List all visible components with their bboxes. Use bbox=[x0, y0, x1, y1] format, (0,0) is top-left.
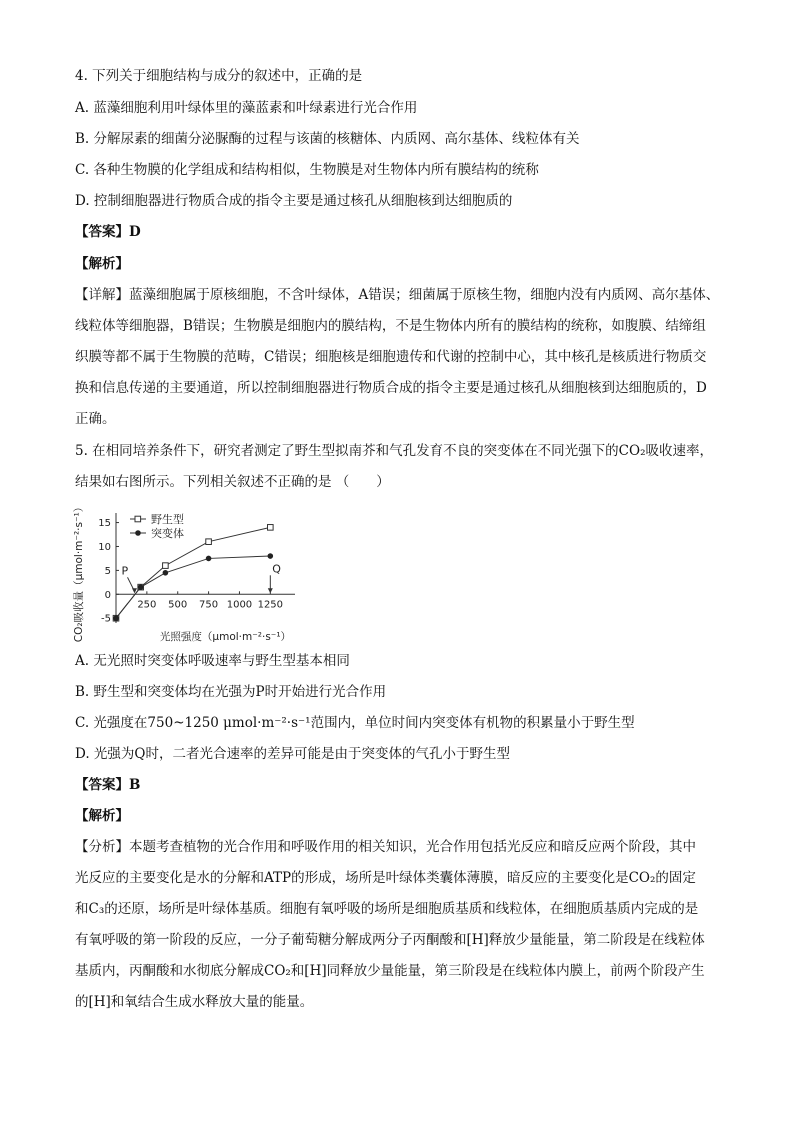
q4-option-b: B. 分解尿素的细菌分泌脲酶的过程与该菌的核糖体、内质网、高尔基体、线粒体有关 bbox=[75, 131, 580, 147]
annotation-arrowhead bbox=[268, 588, 273, 593]
co2-uptake-chart bbox=[70, 505, 310, 645]
q5-option-c: C. 光强度在750~1250 μmol·m⁻²·s⁻¹范围内，单位时间内突变体有机物的积累量小于野生型 bbox=[75, 715, 635, 731]
q5-analysis-line: 有氧呼吸的第一阶段的反应，一分子葡萄糖分解成两分子丙酮酸和[H]释放少量能量，第二阶段是在线粒体 bbox=[75, 932, 705, 948]
q5-analysis-line: 基质内，丙酮酸和水彻底分解成CO₂和[H]同释放少量能量，第三阶段是在线粒体内膜上，前两个阶段产生 bbox=[75, 963, 705, 979]
q4-option-c: C. 各种生物膜的化学组成和结构相似，生物膜是对生物体内所有膜结构的统称 bbox=[75, 162, 539, 178]
x-tick-label: 250 bbox=[137, 599, 157, 611]
q5-option-d: D. 光强为Q时，二者光合速率的差异可能是由于突变体的气孔小于野生型 bbox=[75, 746, 510, 762]
x-axis-label: 光照强度（μmol·m⁻²·s⁻¹） bbox=[159, 631, 292, 643]
q5-analysis-line: 【分析】本题考查植物的光合作用和呼吸作用的相关知识，光合作用包括光反应和暗反应两个阶段，其中 bbox=[75, 839, 696, 855]
q4-stem: 4. 下列关于细胞结构与成分的叙述中，正确的是 bbox=[75, 68, 363, 84]
wildtype-point bbox=[268, 525, 274, 531]
y-axis-label: CO₂吸收量（μmol·m⁻²·s⁻¹） bbox=[73, 505, 85, 643]
y-tick-label: 10 bbox=[98, 541, 111, 553]
y-tick-label: 15 bbox=[98, 518, 111, 530]
y-tick-label: 5 bbox=[104, 565, 111, 577]
q4-detail-line: 【详解】蓝藻细胞属于原核细胞，不含叶绿体，A错误；细菌属于原核生物，细胞内没有内质网、高尔基体、 bbox=[75, 287, 720, 303]
x-tick-label: 750 bbox=[199, 599, 219, 611]
q5-analysis-line: 光反应的主要变化是水的分解和ATP的形成，场所是叶绿体类囊体薄膜，暗反应的主要变化是CO₂的固定 bbox=[75, 870, 696, 886]
wildtype-point bbox=[206, 539, 212, 545]
legend-label: 野生型 bbox=[151, 513, 184, 526]
q4-detail-line: 正确。 bbox=[75, 411, 116, 427]
q4-option-d: D. 控制细胞器进行物质合成的指令主要是通过核孔从细胞核到达细胞质的 bbox=[75, 193, 513, 209]
chart-labels bbox=[72, 505, 291, 643]
chart-svg bbox=[70, 505, 310, 645]
legend-marker bbox=[135, 516, 141, 522]
y-tick-label: -5 bbox=[101, 613, 111, 625]
q4-analysis-label: 【解析】 bbox=[75, 256, 129, 272]
legend-label: 突变体 bbox=[151, 527, 184, 540]
annotation-q: Q bbox=[272, 562, 281, 576]
mutant-point bbox=[163, 570, 169, 576]
q5-stem-line: 5. 在相同培养条件下，研究者测定了野生型拟南芥和气孔发育不良的突变体在不同光强下的CO₂吸收速率， bbox=[75, 443, 713, 459]
q5-analysis-line: 的[H]和氧结合生成水释放大量的能量。 bbox=[75, 994, 314, 1010]
mutant-point bbox=[138, 584, 144, 590]
q5-option-a: A. 无光照时突变体呼吸速率与野生型基本相同 bbox=[75, 653, 350, 669]
legend-marker bbox=[135, 530, 141, 536]
mutant-point bbox=[268, 553, 274, 559]
x-tick-label: 500 bbox=[168, 599, 188, 611]
q5-stem-line: 结果如右图所示。下列相关叙述不正确的是 （ ） bbox=[75, 474, 390, 490]
q4-option-a: A. 蓝藻细胞利用叶绿体里的藻蓝素和叶绿素进行光合作用 bbox=[75, 100, 418, 116]
mutant-point bbox=[113, 615, 119, 621]
q5-analysis-line: 和C₃的还原，场所是叶绿体基质。细胞有氧呼吸的场所是细胞质基质和线粒体，在细胞质基质内完成的是 bbox=[75, 901, 699, 917]
q4-detail-line: 线粒体等细胞器，B错误；生物膜是细胞内的膜结构，不是生物体内所有的膜结构的统称，如腹膜、结缔组 bbox=[75, 318, 706, 334]
mutant-point bbox=[206, 556, 212, 562]
q5-answer: 【答案】B bbox=[75, 777, 141, 793]
x-tick-label: 1250 bbox=[257, 599, 284, 611]
wildtype-point bbox=[163, 563, 169, 569]
y-tick-label: 0 bbox=[104, 589, 111, 601]
q5-analysis-label: 【解析】 bbox=[75, 808, 129, 824]
x-tick-label: 1000 bbox=[226, 599, 253, 611]
q5-option-b: B. 野生型和突变体均在光强为P时开始进行光合作用 bbox=[75, 684, 387, 700]
q4-detail-line: 织膜等都不属于生物膜的范畴，C错误；细胞核是细胞遗传和代谢的控制中心，其中核孔是核质进行物质交 bbox=[75, 349, 707, 365]
annotation-p: P bbox=[121, 564, 129, 578]
q4-answer: 【答案】D bbox=[75, 224, 141, 240]
q4-detail-line: 换和信息传递的主要通道，所以控制细胞器进行物质合成的指令主要是通过核孔从细胞核到达细胞质的，D bbox=[75, 380, 707, 396]
